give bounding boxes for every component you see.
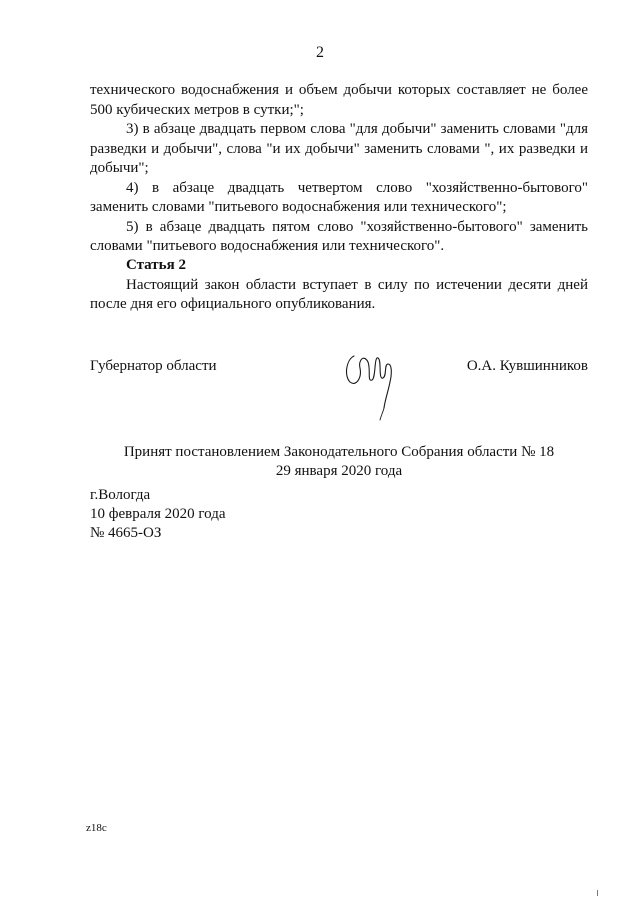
document-code: z18c <box>86 822 107 834</box>
law-number: № 4665-ОЗ <box>90 525 162 541</box>
amendment-continuation: технического водоснабжения и объем добычи которых составляет не более 500 кубических метров в сутки;"; <box>90 82 588 118</box>
place-date-block <box>90 486 226 543</box>
handwritten-signature <box>340 342 410 422</box>
signing-date: 10 февраля 2020 года <box>90 506 226 522</box>
article-heading: Статья 2 <box>126 257 186 273</box>
amendment-item-3: 3) в абзаце двадцать первом слова "для добычи" заменить словами "для разведки и добычи", слова "и их добычи" заменить словами ", их разведки и добычи"; <box>90 121 588 176</box>
signature-block <box>90 352 588 422</box>
amendments-section <box>90 81 588 257</box>
article-text: Настоящий закон области вступает в силу по истечении десяти дней после дня его официального опубликования. <box>90 276 588 312</box>
article-2-section <box>90 256 588 315</box>
scan-mark <box>597 890 598 896</box>
page-number: 2 <box>316 44 324 61</box>
signatory-title: Губернатор области <box>90 358 217 374</box>
signatory-name: О.А. Кувшинников <box>466 358 588 374</box>
adoption-line-2: 29 января 2020 года <box>275 463 403 479</box>
adoption-statement <box>90 443 588 481</box>
amendment-item-5: 5) в абзаце двадцать пятом слово "хозяйственно-бытового" заменить словами "питьевого водоснабжения или технического". <box>90 218 588 254</box>
city: г.Вологда <box>90 487 151 503</box>
amendment-item-4: 4) в абзаце двадцать четвертом слово "хозяйственно-бытового" заменить словами "питьевого водоснабжения или технического"; <box>90 179 588 215</box>
adoption-line-1: Принят постановлением Законодательного Собрания области № 18 <box>123 444 555 460</box>
